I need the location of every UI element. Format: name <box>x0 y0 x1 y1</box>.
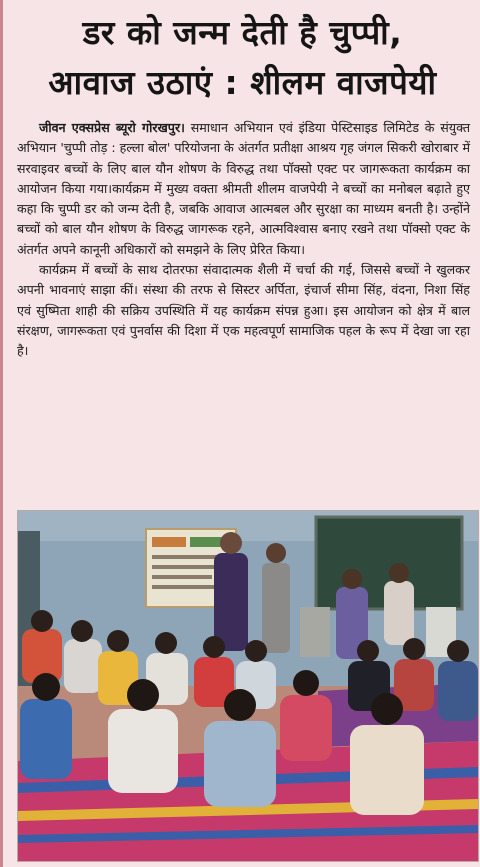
event-photo <box>17 510 479 862</box>
photo-speaker <box>214 553 248 651</box>
byline: जीवन एक्सप्रेस ब्यूरो गोरखपुर। <box>39 120 185 135</box>
photo-chair <box>300 607 330 657</box>
headline <box>3 0 480 108</box>
headline-line-1: डर को जन्म देती है चुप्पी, <box>82 13 403 52</box>
headline-line-2: आवाज उठाएं : शीलम वाजपेयी <box>48 63 437 102</box>
article-paragraph-1 <box>17 118 470 260</box>
event-photo-illustration <box>18 511 478 861</box>
article-body <box>3 108 480 362</box>
article-paragraph-2: कार्यक्रम में बच्चों के साथ दोतरफा संवादात्मक शैली में चर्चा की गई, जिससे बच्चों ने खुलकर अपनी भावनाएं साझा कीं। संस्था की तरफ से सिस्टर अर्पिता, इंचार्ज सीमा सिंह, वंदना, निशा सिंह एवं सुष्मिता शाही की सक्रिय उपस्थिति में यह कार्यक्रम संपन्न हुआ। इस आयोजन को क्षेत्र में बाल संरक्षण, जागरूकता एवं पुनर्वास की दिशा में एक महत्वपूर्ण सामाजिक पहल के रूप में देखा जा रहा है। <box>17 262 470 359</box>
paragraph-1-text: समाधान अभियान एवं इंडिया पेस्टिसाइड लिमिटेड के संयुक्त अभियान 'चुप्पी तोड़ : हल्ला बोल' परियोजना के अंतर्गत प्रतीक्षा आश्रय गृह जंगल सिकरी खोराबार में सरवाइवर बच्चों के लिए बाल यौन शोषण के विरुद्ध तथा पॉक्सो एक्ट पर जागरूकता कार्यक्रम का आयोजन किया गया।कार्यक्रम में मुख्य वक्ता श्रीमती शीलम वाजपेयी ने बच्चों का मनोबल बढ़ाते हुए कहा कि चुप्पी डर को जन्म देती है, जबकि आवाज आत्मबल और सुरक्षा का माध्यम बनती है। उन्होंने बच्चों को बाल यौन शोषण के विरुद्ध जागरूक रहने, आत्मविश्वास बनाए रखने तथा पॉक्सो एक्ट के अंतर्गत अपने कानूनी अधिकारों को समझने के लिए प्रेरित किया। <box>17 120 470 257</box>
